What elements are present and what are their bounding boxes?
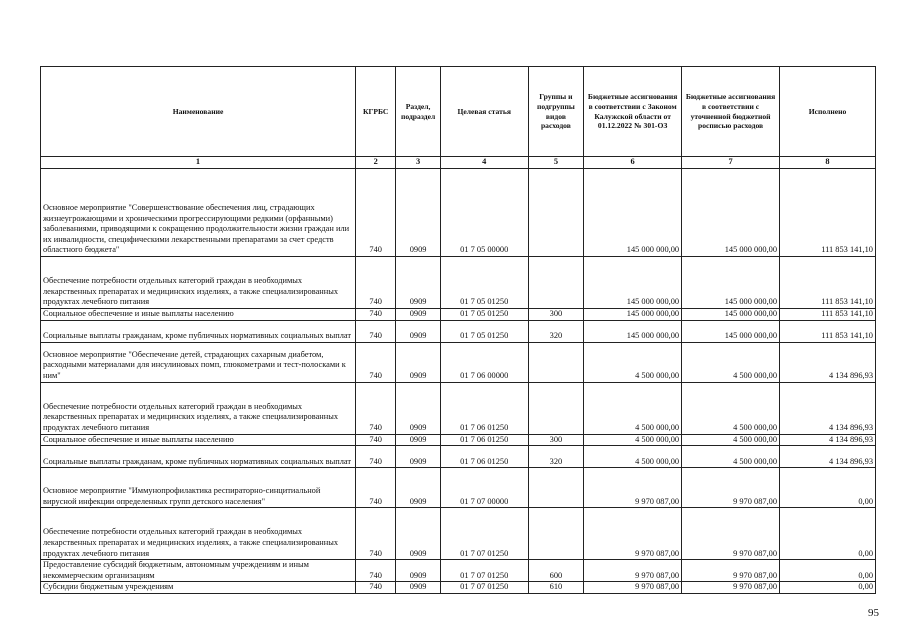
- cell-kgrbs: 740: [356, 309, 396, 321]
- header-name: Наименование: [41, 67, 356, 157]
- cell-section: 0909: [396, 257, 440, 309]
- cell-kgrbs: 740: [356, 560, 396, 582]
- cell-law-allocation: 145 000 000,00: [584, 320, 682, 342]
- table-row: [41, 508, 876, 560]
- header-section: Раздел, подраздел: [396, 67, 440, 157]
- cell-revised-allocation: 9 970 087,00: [682, 508, 780, 560]
- header-expense-group: Группы и подгруппы видов расходов: [528, 67, 584, 157]
- column-number: 5: [528, 157, 584, 169]
- budget-table: [40, 66, 876, 594]
- cell-kgrbs: 740: [356, 382, 396, 434]
- header-target-article: Целевая статья: [440, 67, 528, 157]
- cell-target-article: 01 7 05 01250: [440, 309, 528, 321]
- cell-section: 0909: [396, 468, 440, 508]
- cell-law-allocation: 9 970 087,00: [584, 508, 682, 560]
- cell-section: 0909: [396, 582, 440, 594]
- cell-revised-allocation: 9 970 087,00: [682, 582, 780, 594]
- column-index-row: [41, 157, 876, 169]
- cell-name: Субсидии бюджетным учреждениям: [41, 582, 356, 594]
- cell-target-article: 01 7 07 01250: [440, 508, 528, 560]
- cell-kgrbs: 740: [356, 446, 396, 468]
- cell-kgrbs: 740: [356, 582, 396, 594]
- header-revised-allocation: Бюджетные ассигнования в соответствии с уточненной бюджетной росписью расходов: [682, 67, 780, 157]
- cell-expense-group: [528, 508, 584, 560]
- cell-target-article: 01 7 06 01250: [440, 446, 528, 468]
- cell-executed: 0,00: [780, 508, 876, 560]
- cell-target-article: 01 7 07 00000: [440, 468, 528, 508]
- header-law-allocation: Бюджетные ассигнования в соответствии с Законом Калужской области от 01.12.2022 № 301-ОЗ: [584, 67, 682, 157]
- cell-revised-allocation: 145 000 000,00: [682, 309, 780, 321]
- cell-executed: 111 853 141,10: [780, 169, 876, 257]
- column-number: 2: [356, 157, 396, 169]
- cell-revised-allocation: 4 500 000,00: [682, 342, 780, 382]
- table-row: [41, 582, 876, 594]
- cell-name: Социальное обеспечение и иные выплаты населению: [41, 434, 356, 446]
- cell-law-allocation: 9 970 087,00: [584, 468, 682, 508]
- cell-expense-group: [528, 169, 584, 257]
- cell-law-allocation: 145 000 000,00: [584, 169, 682, 257]
- cell-kgrbs: 740: [356, 320, 396, 342]
- cell-name: Основное мероприятие "Иммунопрофилактика респираторно-синцитиальной вирусной инфекции определенных групп детского населения": [41, 468, 356, 508]
- cell-name: Социальное обеспечение и иные выплаты населению: [41, 309, 356, 321]
- table-row: [41, 342, 876, 382]
- cell-section: 0909: [396, 320, 440, 342]
- cell-target-article: 01 7 05 00000: [440, 169, 528, 257]
- table-row: [41, 382, 876, 434]
- cell-kgrbs: 740: [356, 508, 396, 560]
- cell-expense-group: 600: [528, 560, 584, 582]
- cell-name: Основное мероприятие "Обеспечение детей, страдающих сахарным диабетом, расходными материалами для инсулиновых помп, глюкометрами и тест-полосками к ним": [41, 342, 356, 382]
- cell-revised-allocation: 4 500 000,00: [682, 434, 780, 446]
- cell-section: 0909: [396, 382, 440, 434]
- cell-executed: 111 853 141,10: [780, 309, 876, 321]
- cell-kgrbs: 740: [356, 342, 396, 382]
- cell-name: Обеспечение потребности отдельных категорий граждан в необходимых лекарственных препаратах и медицинских изделиях, а также специализированных продуктах лечебного питания: [41, 257, 356, 309]
- cell-section: 0909: [396, 342, 440, 382]
- column-number: 8: [780, 157, 876, 169]
- cell-revised-allocation: 9 970 087,00: [682, 468, 780, 508]
- cell-name: Обеспечение потребности отдельных категорий граждан в необходимых лекарственных препаратах и медицинских изделиях, а также специализированных продуктах лечебного питания: [41, 508, 356, 560]
- cell-revised-allocation: 4 500 000,00: [682, 382, 780, 434]
- table-row: [41, 468, 876, 508]
- cell-section: 0909: [396, 508, 440, 560]
- cell-expense-group: [528, 257, 584, 309]
- cell-target-article: 01 7 05 01250: [440, 257, 528, 309]
- cell-expense-group: 300: [528, 434, 584, 446]
- cell-executed: 4 134 896,93: [780, 434, 876, 446]
- cell-law-allocation: 145 000 000,00: [584, 257, 682, 309]
- cell-section: 0909: [396, 560, 440, 582]
- cell-revised-allocation: 9 970 087,00: [682, 560, 780, 582]
- cell-executed: 4 134 896,93: [780, 382, 876, 434]
- cell-section: 0909: [396, 446, 440, 468]
- cell-target-article: 01 7 05 01250: [440, 320, 528, 342]
- cell-law-allocation: 9 970 087,00: [584, 582, 682, 594]
- header-executed: Исполнено: [780, 67, 876, 157]
- table-row: [41, 169, 876, 257]
- header-row: [41, 67, 876, 157]
- table-row: [41, 257, 876, 309]
- cell-law-allocation: 4 500 000,00: [584, 382, 682, 434]
- column-number: 4: [440, 157, 528, 169]
- table-body: [41, 169, 876, 594]
- cell-law-allocation: 145 000 000,00: [584, 309, 682, 321]
- cell-section: 0909: [396, 169, 440, 257]
- cell-revised-allocation: 145 000 000,00: [682, 320, 780, 342]
- cell-expense-group: 320: [528, 446, 584, 468]
- cell-name: Основное мероприятие "Совершенствование обеспечения лиц, страдающих жизнеугрожающими и хроническими прогрессирующими редкими (орфанными) заболеваниями, приводящими к сокращению продолжительности жизни граждан или их инвалидности, специфическими лекарственными препаратами за счет средств областного бюджета": [41, 169, 356, 257]
- cell-expense-group: 610: [528, 582, 584, 594]
- cell-section: 0909: [396, 309, 440, 321]
- cell-target-article: 01 7 07 01250: [440, 582, 528, 594]
- cell-revised-allocation: 145 000 000,00: [682, 257, 780, 309]
- cell-expense-group: [528, 468, 584, 508]
- cell-target-article: 01 7 07 01250: [440, 560, 528, 582]
- header-kgrbs: КГРБС: [356, 67, 396, 157]
- cell-executed: 4 134 896,93: [780, 342, 876, 382]
- cell-executed: 111 853 141,10: [780, 257, 876, 309]
- column-number: 1: [41, 157, 356, 169]
- table-row: [41, 320, 876, 342]
- cell-target-article: 01 7 06 01250: [440, 434, 528, 446]
- cell-executed: 4 134 896,93: [780, 446, 876, 468]
- cell-name: Социальные выплаты гражданам, кроме публичных нормативных социальных выплат: [41, 446, 356, 468]
- cell-name: Обеспечение потребности отдельных категорий граждан в необходимых лекарственных препаратах и медицинских изделиях, а также специализированных продуктах лечебного питания: [41, 382, 356, 434]
- cell-executed: 0,00: [780, 560, 876, 582]
- cell-law-allocation: 4 500 000,00: [584, 434, 682, 446]
- cell-revised-allocation: 145 000 000,00: [682, 169, 780, 257]
- cell-name: Социальные выплаты гражданам, кроме публичных нормативных социальных выплат: [41, 320, 356, 342]
- cell-section: 0909: [396, 434, 440, 446]
- cell-kgrbs: 740: [356, 257, 396, 309]
- cell-law-allocation: 9 970 087,00: [584, 560, 682, 582]
- cell-target-article: 01 7 06 01250: [440, 382, 528, 434]
- cell-law-allocation: 4 500 000,00: [584, 446, 682, 468]
- table-row: [41, 309, 876, 321]
- cell-kgrbs: 740: [356, 434, 396, 446]
- cell-kgrbs: 740: [356, 468, 396, 508]
- cell-name: Предоставление субсидий бюджетным, автономным учреждениям и иным некоммерческим организациям: [41, 560, 356, 582]
- table-row: [41, 446, 876, 468]
- cell-expense-group: [528, 382, 584, 434]
- table-row: [41, 560, 876, 582]
- column-number: 6: [584, 157, 682, 169]
- cell-law-allocation: 4 500 000,00: [584, 342, 682, 382]
- cell-expense-group: [528, 342, 584, 382]
- page-number: 95: [868, 607, 879, 619]
- cell-revised-allocation: 4 500 000,00: [682, 446, 780, 468]
- cell-expense-group: 320: [528, 320, 584, 342]
- cell-executed: 0,00: [780, 582, 876, 594]
- table-row: [41, 434, 876, 446]
- cell-expense-group: 300: [528, 309, 584, 321]
- column-number: 3: [396, 157, 440, 169]
- cell-executed: 111 853 141,10: [780, 320, 876, 342]
- column-number: 7: [682, 157, 780, 169]
- cell-kgrbs: 740: [356, 169, 396, 257]
- cell-executed: 0,00: [780, 468, 876, 508]
- cell-target-article: 01 7 06 00000: [440, 342, 528, 382]
